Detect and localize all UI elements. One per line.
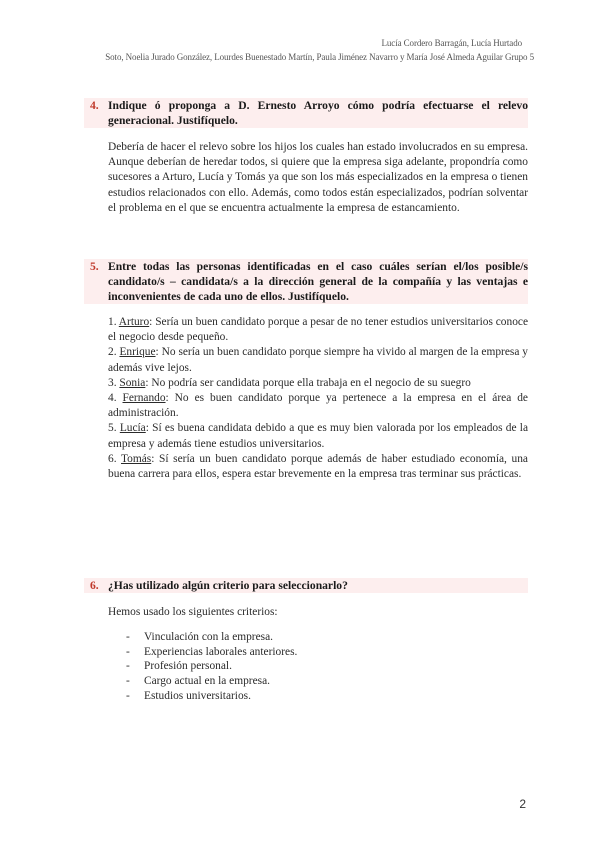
question-text: ¿Has utilizado algún criterio para seleccionarlo? — [108, 579, 348, 592]
candidate-name: Lucía — [119, 422, 146, 435]
candidate-name: Arturo — [118, 316, 150, 328]
criteria-item: - Vinculación con la empresa. — [126, 630, 528, 645]
candidate-item: 4. Fernando: No es buen candidato porque ya pertenece a la empresa en el área de administración. — [108, 392, 528, 420]
candidate-item: 2. Enrique: No sería un buen candidato porque siempre ha vivido al margen de la empresa y además vive lejos. — [108, 346, 528, 374]
criteria-item: - Estudios universitarios. — [126, 689, 528, 704]
question-text: Entre todas las personas identificadas en el caso cuáles serían el/los posible/s candidato/s – candidata/s a la dirección general de la compañía y las ventajas e inconvenientes de cada uno de ellos. Justifíquelo. — [108, 260, 528, 303]
candidate-list — [90, 315, 528, 482]
criteria-item: - Profesión personal. — [126, 659, 528, 674]
question-6 — [90, 578, 528, 703]
criteria-list — [90, 630, 528, 703]
candidate-name: Tomás — [121, 452, 152, 465]
candidate-item: 5. Lucía: Sí es buena candidata debido a que es muy bien valorada por los empleados de la empresa y además tiene estudios universitarios. — [108, 422, 528, 450]
candidate-name: Enrique — [119, 346, 156, 359]
question-5-title — [84, 259, 528, 304]
criteria-item: - Cargo actual en la empresa. — [126, 674, 528, 689]
page-number: 2 — [519, 797, 526, 811]
question-number: 6. — [90, 579, 99, 592]
question-4 — [90, 98, 528, 216]
candidate-item: 1. Arturo: Sería un buen candidato porque a pesar de no tener estudios universitarios conoce el negocio desde pequeño. — [108, 316, 529, 344]
candidate-name: Fernando — [122, 392, 166, 405]
question-6-title — [84, 578, 528, 593]
question-5 — [90, 259, 528, 482]
page-header — [105, 36, 534, 62]
header-authors-line1: Lucía Cordero Barragán, Lucía Hurtado — [381, 38, 522, 48]
header-authors-line2: Soto, Noelia Jurado González, Lourdes Buenestado Martín, Paula Jiménez Navarro y María José Almeda Aguilar Grupo 5 — [105, 52, 534, 62]
question-4-title — [84, 98, 528, 128]
criteria-intro: Hemos usado los siguientes criterios: — [108, 606, 278, 618]
question-number: 5. — [90, 260, 99, 273]
question-number: 4. — [90, 99, 99, 112]
candidate-item: 3. Sonia: No podría ser candidata porque ella trabaja en el negocio de su suegro — [108, 376, 471, 389]
candidate-name: Sonia — [119, 376, 146, 389]
candidate-item: 6. Tomás: Sí sería un buen candidato porque además de haber estudiado economía, una buena carrera para ellos, espera estar brevemente en la empresa tras terminar sus prácticas. — [108, 452, 528, 481]
criteria-item: - Experiencias laborales anteriores. — [126, 645, 528, 660]
question-text: Indique ó proponga a D. Ernesto Arroyo cómo podría efectuarse el relevo generacional. Justifíquelo. — [108, 99, 528, 127]
question-4-answer: Debería de hacer el relevo sobre los hijos los cuales han estado involucrados en su empresa. Aunque deberían de heredar todos, si quiere que la empresa siga adelante, propondría como sucesores a Arturo, Lucía y Tomás ya que son los más especializados en la empresa o tienen estudios relacionados con ello. Además, como todos están especializados, podrían solventar el problema en el que se encuentra actualmente la empresa de estancamiento. — [108, 141, 528, 214]
